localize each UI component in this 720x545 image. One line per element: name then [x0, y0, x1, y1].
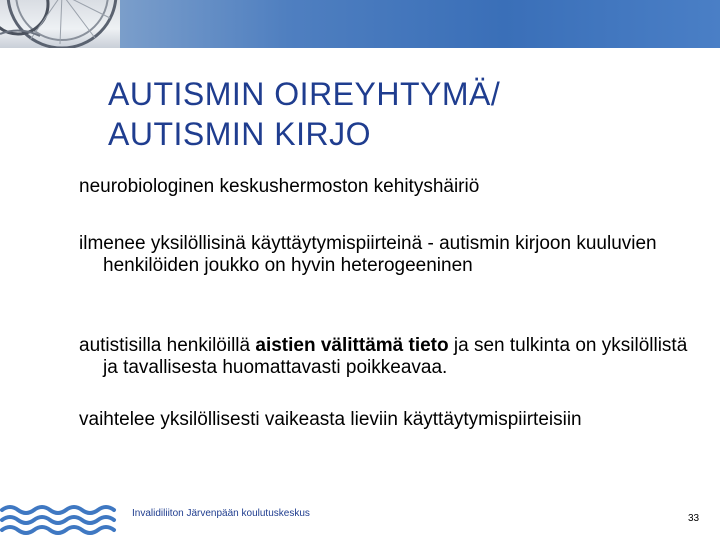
slide-title: [108, 74, 668, 154]
wheelchair-wheel-icon: [0, 0, 120, 48]
paragraph-3-text-a: autistisilla henkilöillä: [79, 335, 256, 356]
title-line-2: AUTISMIN KIRJO: [108, 116, 372, 152]
paragraph-3: [79, 335, 703, 379]
paragraph-3-text-b: ja sen tulkinta on yksilöllistä ja tavallisesta huomattavasti poikkeavaa.: [103, 335, 688, 378]
footer-organization: Invalidiliiton Järvenpään koulutuskeskus: [132, 508, 310, 519]
waves-logo-icon: [0, 498, 118, 540]
paragraph-3-emphasis: aistien välittämä tieto: [255, 335, 449, 356]
page-number: 33: [688, 513, 700, 524]
paragraph-2: ilmenee yksilöllisinä käyttäytymispiirteinä - autismin kirjoon kuuluvien henkilöiden joukko on hyvin heterogeeninen: [79, 233, 657, 276]
paragraph-1: neurobiologinen keskushermoston kehityshäiriö: [79, 176, 480, 197]
paragraph-4: vaihtelee yksilöllisesti vaikeasta lieviin käyttäytymispiirteisiin: [79, 409, 582, 430]
title-line-1: AUTISMIN OIREYHTYMÄ/: [108, 76, 501, 112]
